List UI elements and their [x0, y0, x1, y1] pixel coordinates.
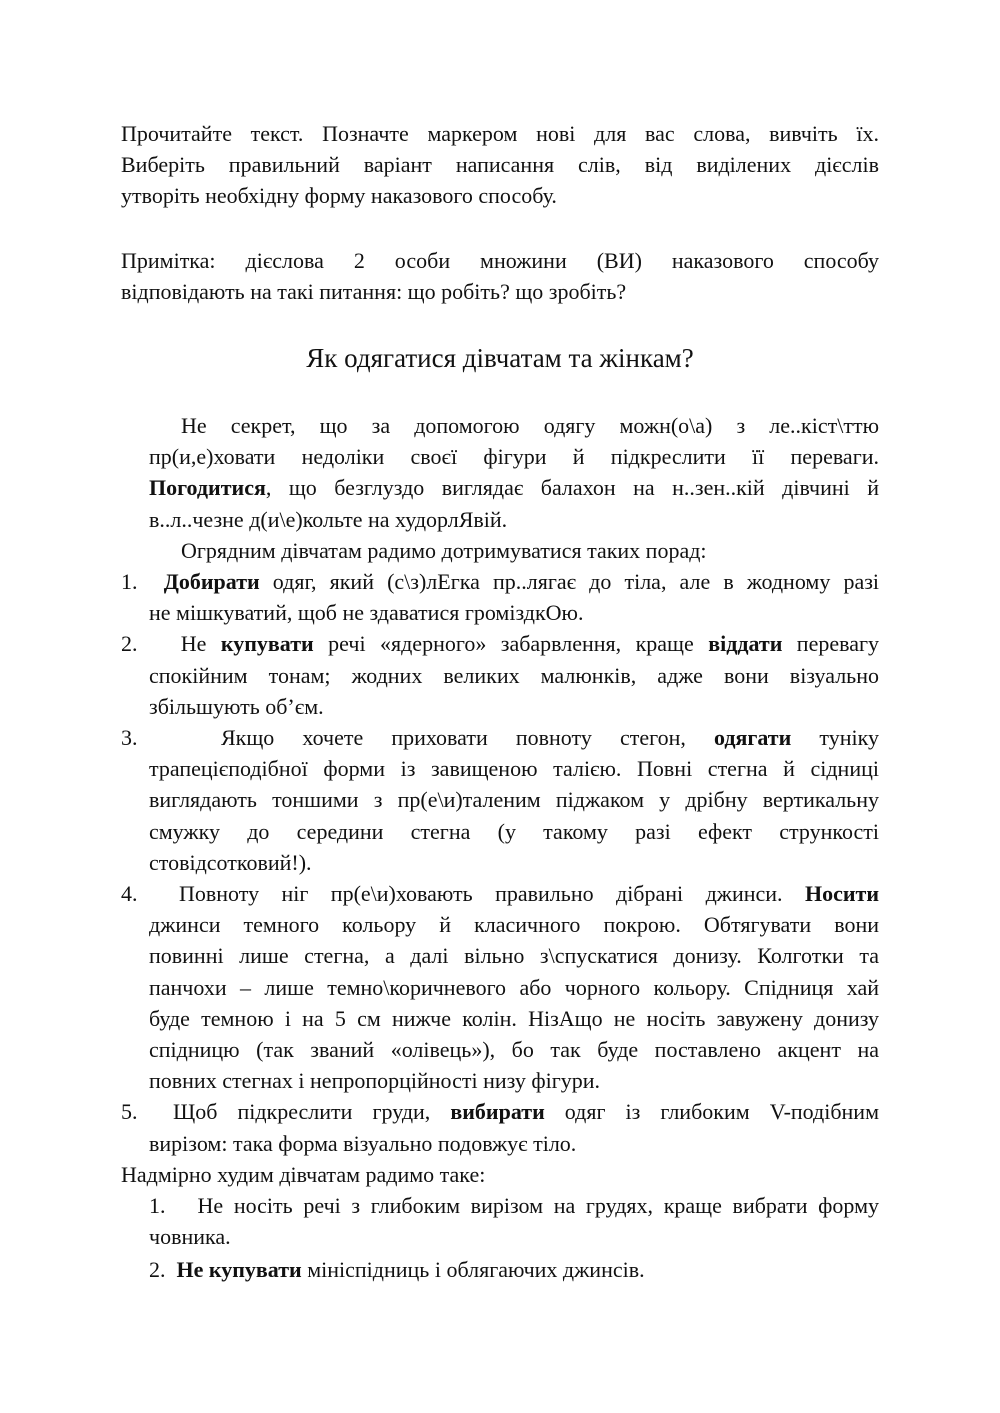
- text-fragment: , що безглуздо виглядає балахон на н..зен..кій дівчині й: [265, 475, 879, 501]
- text-line: панчохи – лише темно\коричневого або чорного кольору. Спідниця хай: [149, 974, 879, 1000]
- list-item: [121, 628, 879, 722]
- item-number: 1.: [149, 1193, 166, 1219]
- text-line: [121, 1096, 879, 1127]
- text-line: стовідсотковий!).: [149, 849, 312, 875]
- text-line: трапецієподібної форми із завищеною талією. Повні стегна й сідниці: [149, 756, 879, 782]
- advice-intro: Огрядним дівчатам радимо дотримуватися таких порад:: [181, 537, 707, 563]
- list-item: [149, 1190, 879, 1252]
- text-line: збільшують об’єм.: [149, 693, 324, 719]
- page-title: Як одягатися дівчатам та жінкам?: [306, 343, 694, 373]
- text-fragment: Якщо хочете приховати повноту стегон,: [221, 725, 714, 751]
- instructions-line: Прочитайте текст. Позначте маркером нові для вас слова, вивчіть їх.: [121, 121, 879, 146]
- text-line: буде темною і на 5 см нижче колін. НізАщо не носіть завужену донизу: [149, 1005, 879, 1031]
- text-line: спокійним тонам; жодних великих малюнків, адже вони візуально: [149, 662, 879, 688]
- item-number: 2.: [121, 631, 138, 657]
- list-item: [121, 722, 879, 878]
- text-fragment: одяг із глибоким V-подібним: [544, 1099, 880, 1125]
- text-fragment: речі «ядерного» забарвлення, краще: [313, 631, 709, 657]
- list-item: [121, 1096, 879, 1158]
- text-line: [121, 566, 879, 597]
- instructions: [121, 118, 879, 211]
- text-line: виглядають тоншими з пр(е\и)таленим піджаком у дрібну вертикальну: [149, 787, 879, 813]
- thin-advice-intro: Надмірно худим дівчатам радимо таке:: [121, 1161, 486, 1187]
- text-line: [149, 1254, 879, 1285]
- text-line: повних стегнах і непропорційності низу фігури.: [149, 1068, 601, 1094]
- text-line: пр(и,е)ховати недоліки своєї фігури й підкреслити її переваги.: [149, 444, 879, 470]
- item-number: 4.: [121, 881, 138, 907]
- item-number: 5.: [121, 1099, 138, 1125]
- text-line: човника.: [149, 1224, 231, 1250]
- text-line: [149, 472, 879, 503]
- highlighted-verb: одягати: [713, 725, 792, 751]
- text-line: джинси темного кольору й класичного покрою. Обтягувати вони: [149, 912, 879, 938]
- note-line: Примітка: дієслова 2 особи множини (ВИ) наказового способу: [121, 248, 879, 273]
- text-fragment: мініспідниць і облягаючих джинсів.: [301, 1257, 645, 1283]
- text-fragment: Не: [180, 631, 221, 657]
- paragraph-intro: [149, 410, 879, 535]
- text-fragment: Щоб підкреслити груди,: [173, 1099, 451, 1125]
- text-line: вирізом: така форма візуально подовжує тіло.: [149, 1130, 577, 1156]
- text-line: повинні лише стегна, а далі вільно з\спускатися донизу. Колготки та: [149, 943, 879, 969]
- item-number: 1.: [121, 569, 138, 595]
- text-line: [121, 628, 879, 659]
- text-line: не мішкуватий, щоб не здаватися громіздкОю.: [149, 600, 584, 626]
- text-fragment: туніку: [791, 725, 879, 751]
- highlighted-verb: Не купувати: [176, 1257, 302, 1283]
- note-line: відповідають на такі питання: що робіть? що зробіть?: [121, 279, 627, 304]
- text-fragment: перевагу: [782, 631, 879, 657]
- item-number: 2.: [149, 1257, 166, 1283]
- list-item: [121, 566, 879, 628]
- highlighted-verb: Добирати: [163, 569, 260, 595]
- article-body: [121, 410, 880, 1286]
- text-fragment: Повноту ніг пр(е\и)ховають правильно дібрані джинси.: [179, 881, 805, 907]
- text-line: смужку до середини стегна (у такому разі ефект стрункості: [149, 818, 879, 844]
- highlighted-verb: вибирати: [450, 1099, 545, 1125]
- note: [121, 245, 879, 307]
- text-line: Не секрет, що за допомогою одягу можн(о\а) з ле..кіст\ттю: [181, 413, 879, 438]
- item-number: 3.: [121, 725, 138, 751]
- list-item: [149, 1254, 879, 1285]
- text-line: [149, 1190, 879, 1221]
- instructions-line: Виберіть правильний варіант написання слів, від виділених дієслів: [121, 152, 879, 177]
- instructions-line: утворіть необхідну форму наказового способу.: [121, 183, 557, 208]
- list-item: [121, 878, 879, 1096]
- text-fragment: одяг, який (с\з)лЕгка пр..лягає до тіла, але в жодному разі: [259, 569, 880, 595]
- highlighted-verb: Носити: [804, 881, 879, 907]
- text-line: в..л..чезне д(и\е)кольте на худорлЯвій.: [149, 506, 508, 532]
- highlighted-verb: віддати: [708, 631, 783, 657]
- text-line: [121, 722, 879, 753]
- text-line: спідницю (так званий «олівець»), бо так буде поставлено акцент на: [149, 1037, 879, 1063]
- text-line: [121, 878, 879, 909]
- highlighted-verb: Погодитися: [149, 475, 266, 501]
- highlighted-verb: купувати: [220, 631, 314, 657]
- text-fragment: Не носіть речі з глибоким вирізом на грудях, краще вибрати форму: [197, 1193, 880, 1219]
